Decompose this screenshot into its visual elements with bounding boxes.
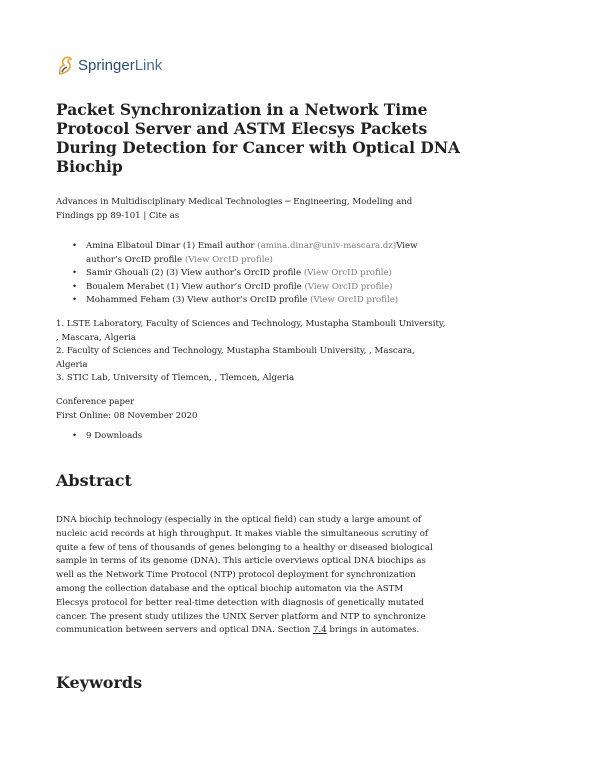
abstract-heading: Abstract — [56, 471, 132, 490]
author-name[interactable]: Boualem Merabet (1) View author’s OrcID profile — [86, 281, 305, 292]
paper-type: Conference paper — [56, 397, 135, 407]
orcid-link[interactable]: View author’s OrcID profile — [86, 241, 418, 265]
section-reference-link[interactable]: 7.4 — [313, 625, 327, 636]
abstract-body: DNA biochip technology (especially in the optical field) can study a large amount of nucleic acid records at high throughput. It makes viable the simultaneous scrutiny of quite a few of tens of thousands of genes belonging to a healthy or diseased biological sample in terms of its genome (DNA). This article overviews optical DNA biochips as well as the Network Time Protocol (NTP) protocol deployment for synchronization among the collection database and the optical biochip automaton via the ASTM Elecsys protocol for better real-time detection with diagnosis of genetically mutated cancer. The present study utilizes the UNIX Server platform and NTP to synchronize communication between servers and optical DNA. Section — [56, 515, 433, 636]
springer-link-logo[interactable] — [56, 54, 162, 76]
affiliation-item: 1. LSTE Laboratory, Faculty of Sciences and Technology, Mustapha Stambouli University, , Mascara, Algeria — [56, 319, 446, 343]
orcid-profile-link[interactable]: (View OrcID profile) — [184, 254, 273, 265]
author-name[interactable]: Amina Elbatoul Dinar (1) Email author — [86, 241, 258, 251]
author-item — [72, 294, 452, 308]
springer-horse-icon — [56, 54, 74, 76]
first-online-date: First Online: 08 November 2020 — [56, 410, 198, 421]
book-citation: Advances in Multidisciplinary Medical Technologies ─ Engineering, Modeling and Findings pp 89-101 — [56, 197, 413, 221]
abstract-tail: brings in automates. — [326, 625, 420, 636]
metrics-list — [72, 430, 142, 444]
author-item — [72, 267, 452, 281]
chapter-title: Packet Synchronization in a Network Time Protocol Server and ASTM Elecsys Packets During Detection for Cancer with Optical DNA Biochip — [56, 100, 461, 176]
cite-as-link[interactable]: Cite as — [149, 210, 180, 221]
abstract-text — [56, 514, 436, 638]
brand-name: Springer — [78, 56, 135, 74]
author-item — [72, 240, 452, 267]
orcid-profile-link[interactable]: (View OrcID profile) — [304, 281, 393, 292]
separator: | — [143, 210, 150, 221]
author-list — [72, 240, 452, 308]
affiliation-item: 2. Faculty of Sciences and Technology, Mustapha Stambouli University, , Mascara, Algeria — [56, 346, 415, 370]
author-name[interactable]: Mohammed Feham (3) View author’s OrcID profile — [86, 295, 311, 305]
orcid-profile-link[interactable]: (View OrcID profile) — [310, 295, 399, 305]
publication-info — [56, 396, 446, 423]
orcid-profile-link[interactable]: (View OrcID profile) — [303, 268, 392, 278]
keywords-heading: Keywords — [56, 673, 143, 692]
affiliations — [56, 318, 446, 386]
brand-suffix: Link — [134, 56, 163, 74]
author-name[interactable]: Samir Ghouali (2) (3) View author’s OrcID profile — [86, 268, 304, 278]
downloads-count: • 9 Downloads — [72, 430, 142, 444]
author-email[interactable]: (amina.dinar@univ-mascara.dz) — [257, 241, 397, 251]
logo-wordmark — [78, 57, 162, 74]
affiliation-item: 3. STIC Lab, University of Tlemcen, , Tlemcen, Algeria — [56, 373, 295, 383]
author-item — [72, 281, 452, 295]
book-info — [56, 196, 446, 223]
